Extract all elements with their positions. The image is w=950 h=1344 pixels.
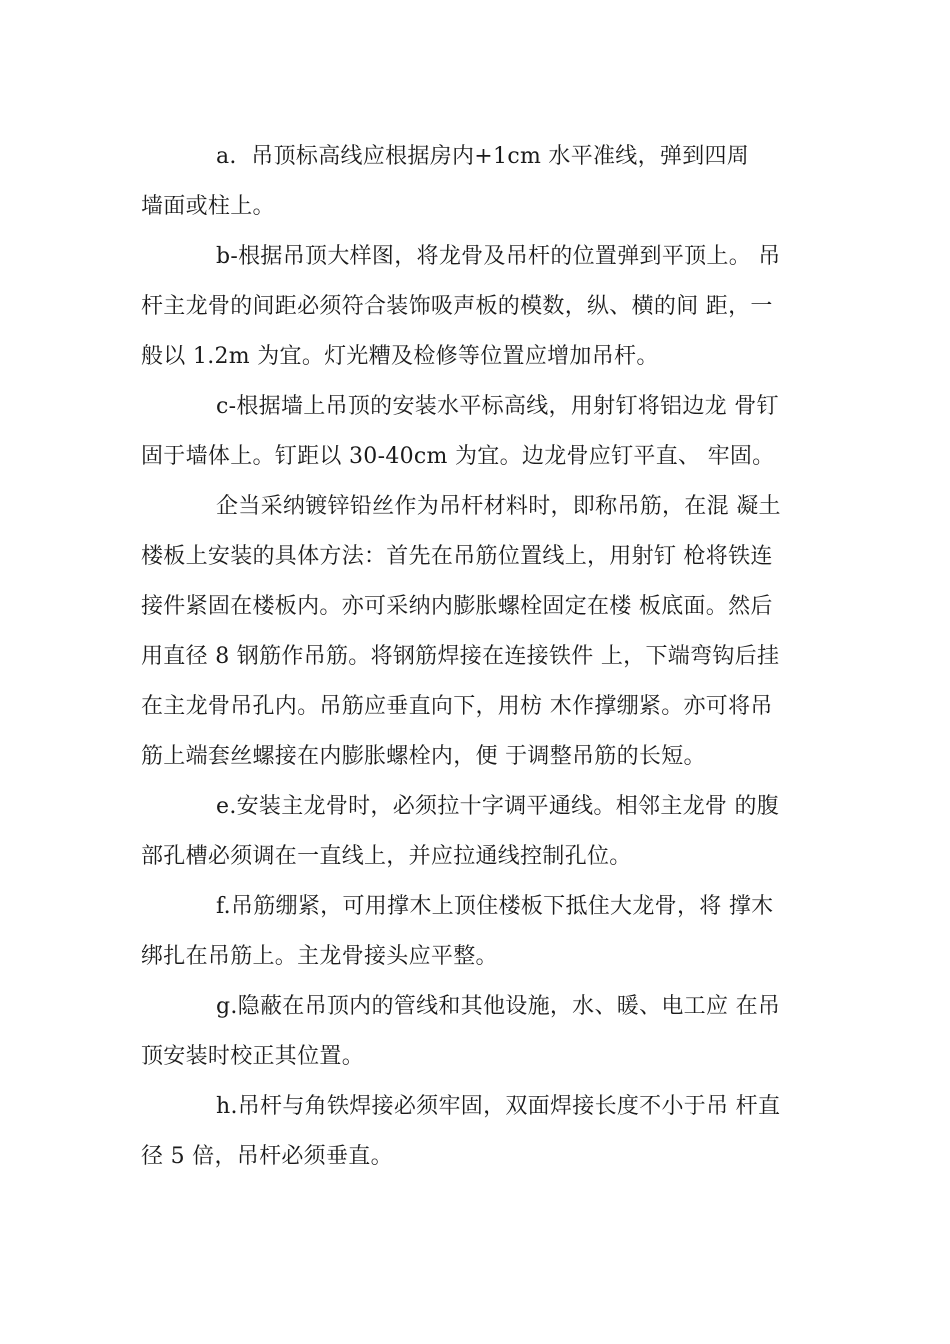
para-d-line-4: 用直径 8 钢筋作吊筋。将钢筋焊接在连接铁件 上，下端弯钩后挂 [141, 644, 780, 669]
para-f-line-2: 绑扎在吊筋上。主龙骨接头应平整。 [141, 944, 498, 969]
para-c-line-1: c-根据墙上吊顶的安装水平标高线，用射钉将铝边龙 骨钉 [216, 394, 779, 419]
para-d-line-3: 接件紧固在楼板内。亦可采纳内膨胀螺栓固定在楼 板底面。然后 [141, 594, 773, 619]
para-d-line-1: 企当采纳镀锌铅丝作为吊杆材料时，即称吊筋，在混 凝土 [216, 494, 781, 519]
para-h-line-1: h.吊杆与角铁焊接必须牢固，双面焊接长度不小于吊 杆直 [216, 1094, 781, 1119]
para-b-line-3: 般以 1.2m 为宜。灯光糟及检修等位置应增加吊杆。 [141, 344, 659, 369]
para-a-line-2: 墙面或柱上。 [141, 194, 275, 219]
para-b-line-1: b-根据吊顶大样图，将龙骨及吊杆的位置弹到平顶上。 吊 [216, 244, 781, 269]
para-e-line-1: e.安装主龙骨时，必须拉十字调平通线。相邻主龙骨 的腹 [216, 794, 780, 819]
para-a-line-1: a. 吊顶标高线应根据房内+1cm 水平准线，弹到四周 [216, 144, 750, 169]
para-d-line-6: 筋上端套丝螺接在内膨胀螺栓内，便 于调整吊筋的长短。 [141, 744, 706, 769]
para-h-line-2: 径 5 倍，吊杆必须垂直。 [141, 1144, 393, 1169]
para-e-line-2: 部孔槽必须调在一直线上，并应拉通线控制孔位。 [141, 844, 632, 869]
para-d-line-5: 在主龙骨吊孔内。吊筋应垂直向下，用枋 木作撑绷紧。亦可将吊 [141, 694, 773, 719]
para-d-line-2: 楼板上安装的具体方法：首先在吊筋位置线上，用射钉 枪将铁连 [141, 544, 773, 569]
para-f-line-1: f.吊筋绷紧，可用撑木上顶住楼板下抵住大龙骨，将 撑木 [216, 894, 774, 919]
para-g-line-1: g.隐蔽在吊顶内的管线和其他设施，水、暖、电工应 在吊 [216, 994, 781, 1019]
para-g-line-2: 顶安装时校正其位置。 [141, 1044, 365, 1069]
para-b-line-2: 杆主龙骨的间距必须符合装饰吸声板的模数，纵、横的间 距，一 [141, 294, 773, 319]
para-c-line-2: 固于墙体上。钉距以 30-40cm 为宜。边龙骨应钉平直、 牢固。 [141, 444, 775, 469]
